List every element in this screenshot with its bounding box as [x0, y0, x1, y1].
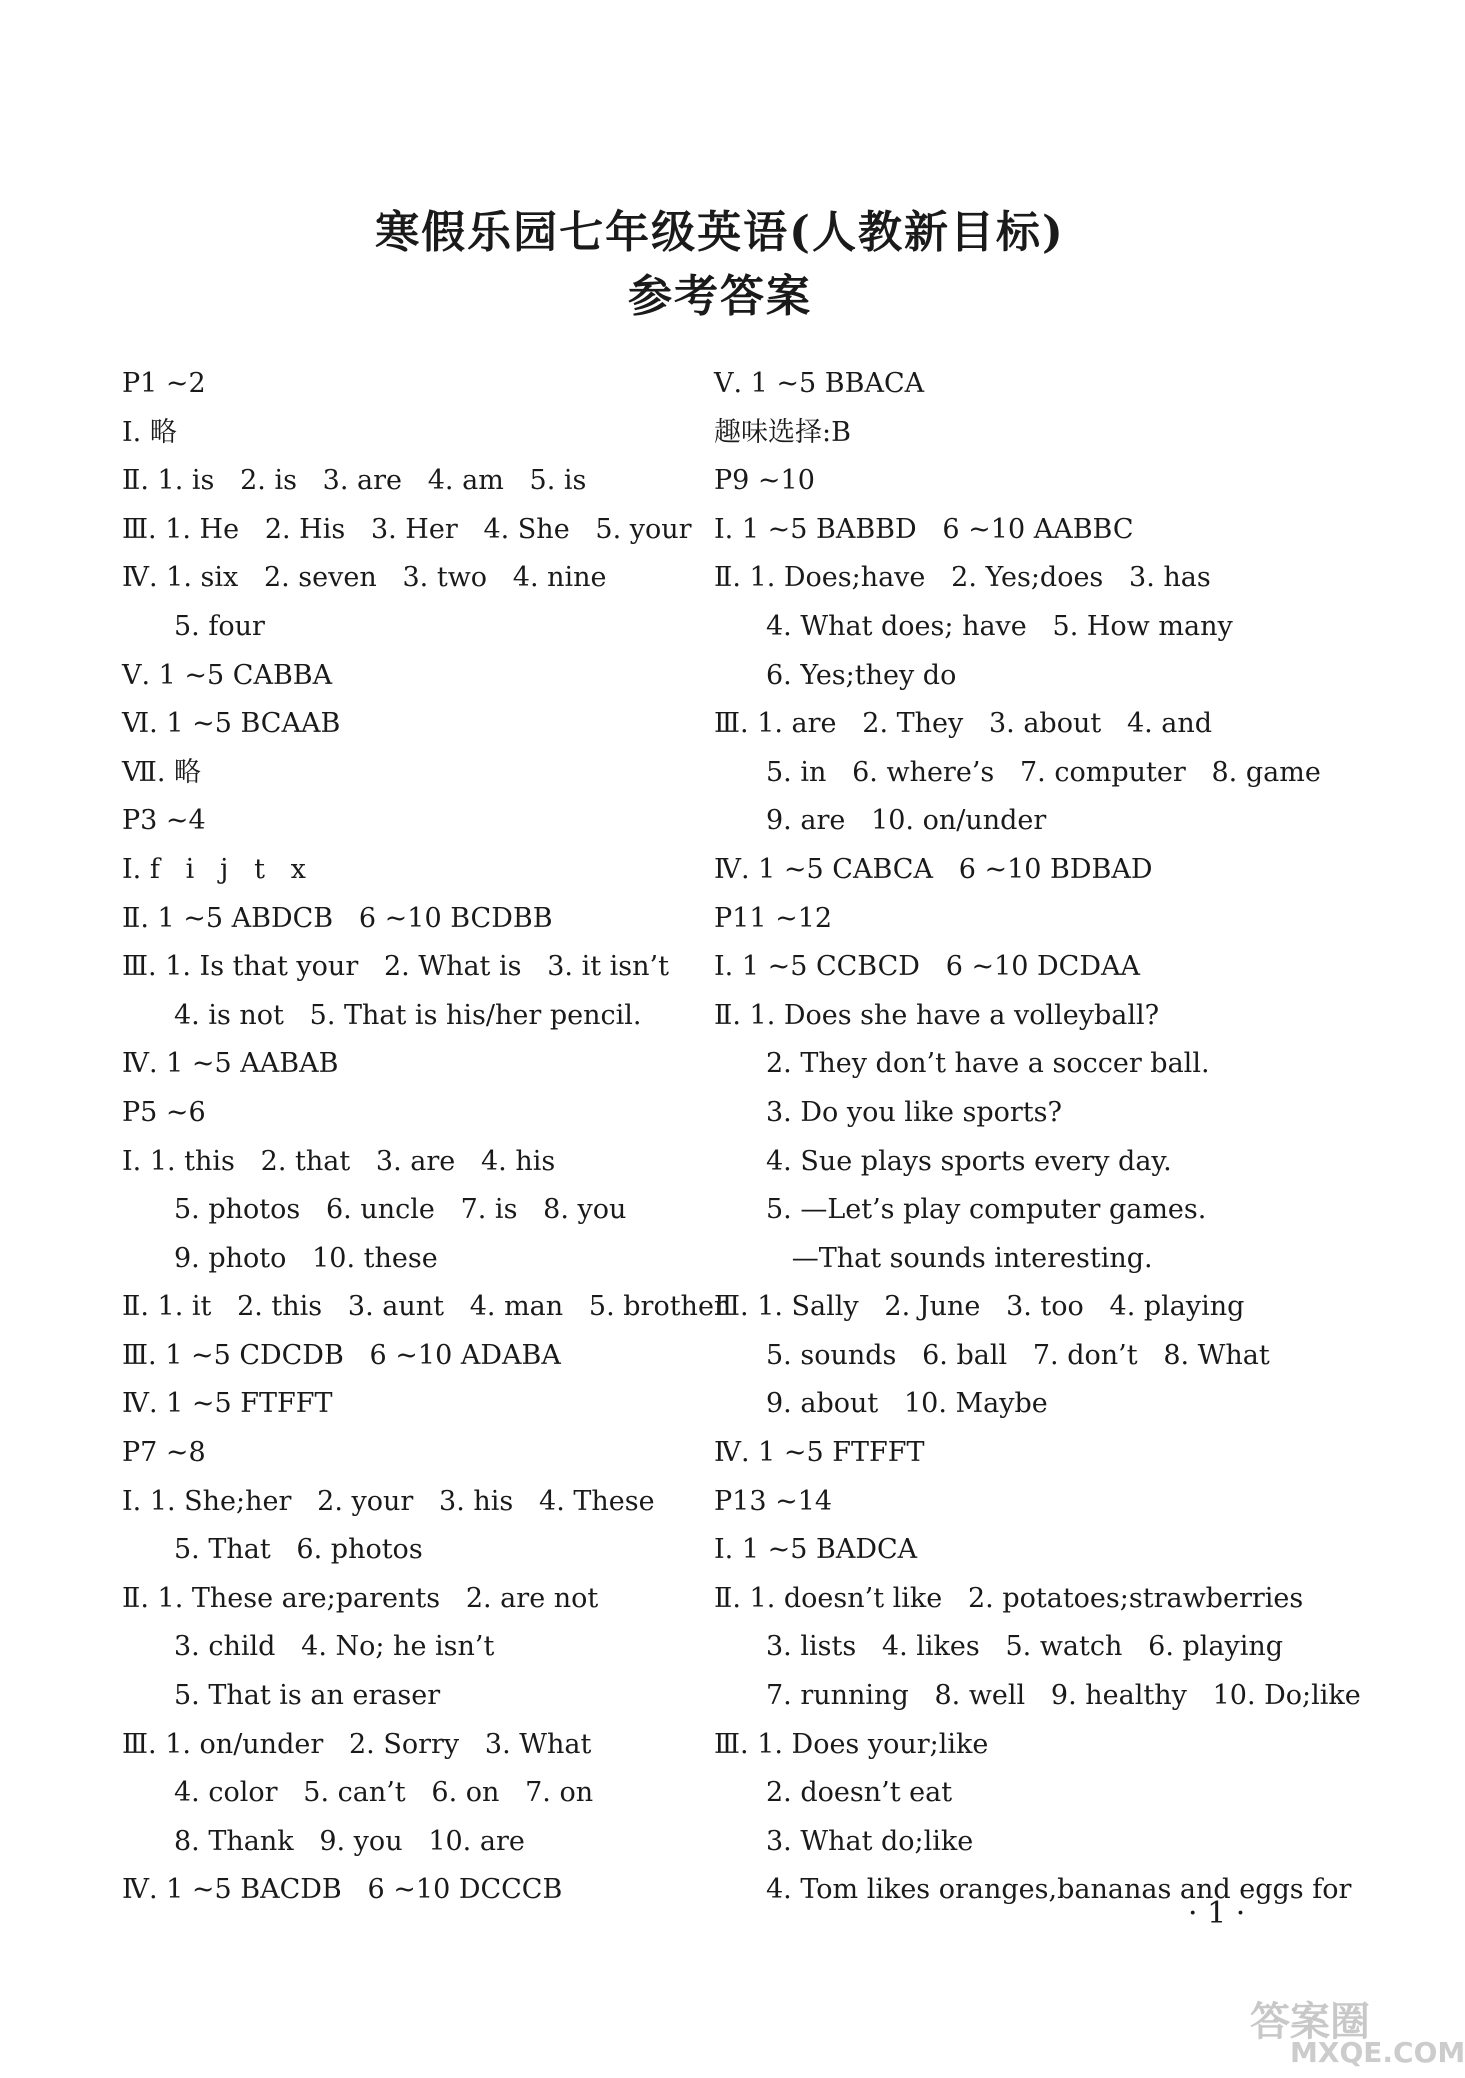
- answer-column-right: [714, 360, 1361, 1915]
- answer-line: Ⅰ. 1. She;her 2. your 3. his 4. These: [122, 1485, 655, 1517]
- answer-line: 5. sounds 6. ball 7. don’t 8. What: [766, 1339, 1270, 1371]
- document-title: 寒假乐园七年级英语(人教新目标): [375, 207, 1065, 258]
- answer-line: P11 ~12: [714, 902, 833, 934]
- answer-line: 4. What does; have 5. How many: [766, 610, 1233, 642]
- answer-line: 4. Tom likes oranges,bananas and eggs for: [766, 1874, 1352, 1906]
- answer-line: Ⅲ. 1 ~5 CDCDB 6 ~10 ADABA: [122, 1339, 561, 1371]
- answer-line: Ⅱ. 1. doesn’t like 2. potatoes;strawberries: [714, 1582, 1304, 1614]
- answer-column-left: [122, 360, 727, 1915]
- answer-line: Ⅱ. 1. it 2. this 3. aunt 4. man 5. brother: [122, 1291, 727, 1323]
- watermark-text: 答案圈: [1250, 1999, 1370, 2045]
- document-subtitle: 参考答案: [628, 271, 812, 322]
- answer-line: Ⅲ. 1. He 2. His 3. Her 4. She 5. your: [122, 513, 692, 545]
- answer-line: Ⅱ. 1. Does;have 2. Yes;does 3. has: [714, 562, 1211, 594]
- answer-line: 4. is not 5. That is his/her pencil.: [174, 999, 642, 1031]
- answer-line: 4. color 5. can’t 6. on 7. on: [174, 1777, 594, 1809]
- answer-line: Ⅰ. f i j t x: [122, 853, 306, 885]
- answer-line: 9. about 10. Maybe: [766, 1388, 1048, 1420]
- answer-line: 4. Sue plays sports every day.: [766, 1145, 1172, 1177]
- answer-line: Ⅲ. 1. Sally 2. June 3. too 4. playing: [714, 1291, 1245, 1323]
- answer-line: 9. are 10. on/under: [766, 805, 1047, 837]
- answer-line: 3. What do;like: [766, 1825, 974, 1857]
- answer-line: Ⅳ. 1 ~5 AABAB: [122, 1048, 339, 1080]
- answer-line: Ⅲ. 1. on/under 2. Sorry 3. What: [122, 1728, 592, 1760]
- answer-line: Ⅰ. 略: [122, 416, 177, 448]
- answer-line: Ⅳ. 1 ~5 CABCA 6 ~10 BDBAD: [714, 853, 1153, 885]
- answer-line: Ⅰ. 1 ~5 BABBD 6 ~10 AABBC: [714, 513, 1134, 545]
- answer-line: Ⅰ. 1 ~5 CCBCD 6 ~10 DCDAA: [714, 951, 1140, 983]
- answer-line: 3. Do you like sports?: [766, 1096, 1062, 1128]
- answer-line: Ⅰ. 1 ~5 BADCA: [714, 1534, 918, 1566]
- answer-line: Ⅲ. 1. Does your;like: [714, 1728, 989, 1760]
- answer-line: Ⅶ. 略: [122, 756, 202, 788]
- answer-line: P9 ~10: [714, 465, 815, 497]
- answer-line: 8. Thank 9. you 10. are: [174, 1825, 525, 1857]
- answer-line: 2. They don’t have a soccer ball.: [766, 1048, 1210, 1080]
- answer-line: Ⅳ. 1. six 2. seven 3. two 4. nine: [122, 562, 607, 594]
- answer-line: Ⅰ. 1. this 2. that 3. are 4. his: [122, 1145, 556, 1177]
- answer-line: P7 ~8: [122, 1437, 206, 1469]
- page-number: · 1 ·: [1188, 1896, 1246, 1931]
- answer-line: 7. running 8. well 9. healthy 10. Do;like: [766, 1680, 1361, 1712]
- answer-line: —That sounds interesting.: [766, 1242, 1153, 1274]
- answer-line: Ⅱ. 1 ~5 ABDCB 6 ~10 BCDBB: [122, 902, 553, 934]
- answer-line: Ⅴ. 1 ~5 BBACA: [714, 368, 925, 399]
- answer-line: 5. That is an eraser: [174, 1680, 441, 1712]
- answer-line: 3. lists 4. likes 5. watch 6. playing: [766, 1631, 1284, 1663]
- answer-line: Ⅳ. 1 ~5 FTFFT: [714, 1437, 925, 1469]
- answer-line: 6. Yes;they do: [766, 659, 957, 691]
- answer-line: P3 ~4: [122, 805, 206, 837]
- answer-line: 2. doesn’t eat: [766, 1777, 953, 1809]
- answer-line: 5. photos 6. uncle 7. is 8. you: [174, 1194, 627, 1226]
- answer-line: Ⅱ. 1. These are;parents 2. are not: [122, 1582, 599, 1614]
- answer-line: Ⅵ. 1 ~5 BCAAB: [122, 708, 341, 740]
- answer-line: 5. —Let’s play computer games.: [766, 1194, 1207, 1226]
- answer-line: Ⅲ. 1. Is that your 2. What is 3. it isn’t: [122, 951, 669, 983]
- answer-line: 9. photo 10. these: [174, 1242, 438, 1274]
- watermark-url: MXQE.COM: [1290, 2036, 1465, 2069]
- answer-line: Ⅳ. 1 ~5 FTFFT: [122, 1388, 333, 1420]
- answer-line: Ⅳ. 1 ~5 BACDB 6 ~10 DCCCB: [122, 1874, 563, 1906]
- answer-line: 5. in 6. where’s 7. computer 8. game: [766, 756, 1321, 788]
- answer-line: P13 ~14: [714, 1485, 833, 1517]
- answer-line: 5. four: [174, 610, 265, 642]
- answer-line: 3. child 4. No; he isn’t: [174, 1631, 495, 1663]
- answer-line: P5 ~6: [122, 1096, 206, 1128]
- watermark-logo: [1250, 1990, 1465, 2070]
- answer-line: Ⅴ. 1 ~5 CABBA: [122, 659, 333, 691]
- answer-line: Ⅱ. 1. Does she have a volleyball?: [714, 999, 1160, 1031]
- answer-line: 5. That 6. photos: [174, 1534, 423, 1566]
- answer-line: P1 ~2: [122, 368, 206, 399]
- answer-line: Ⅲ. 1. are 2. They 3. about 4. and: [714, 708, 1213, 740]
- answer-line: Ⅱ. 1. is 2. is 3. are 4. am 5. is: [122, 465, 587, 497]
- answer-line: 趣味选择:B: [714, 416, 851, 448]
